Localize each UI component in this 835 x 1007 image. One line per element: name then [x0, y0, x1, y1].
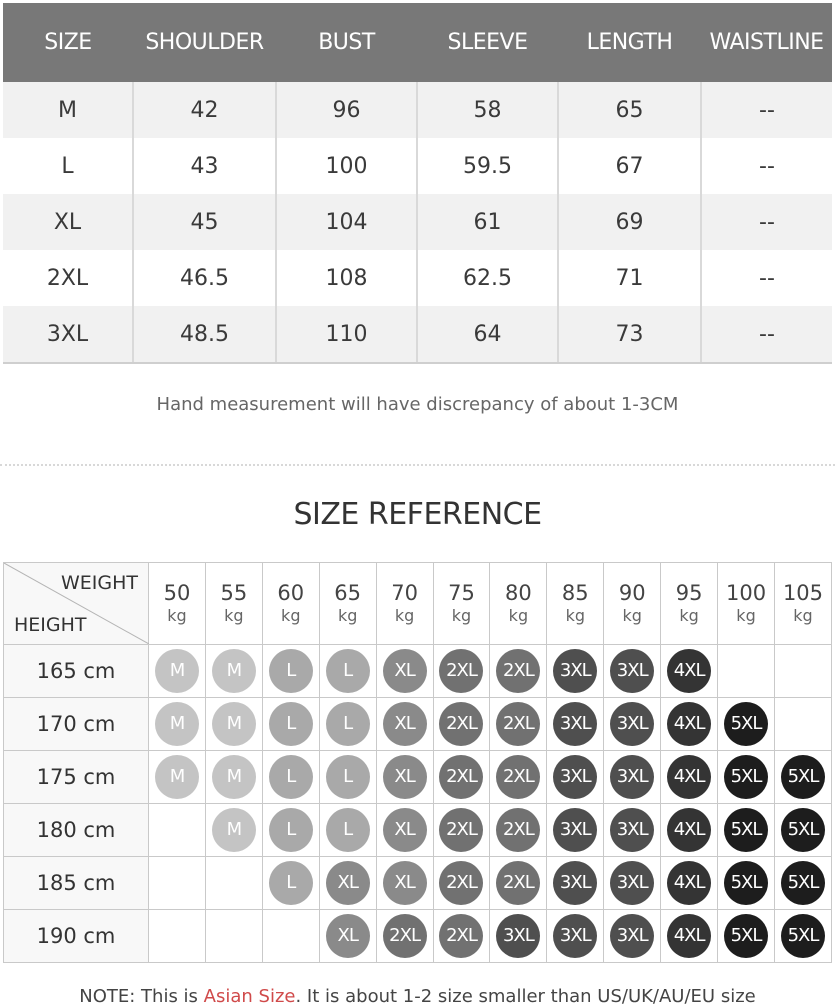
weight-header-cell: [547, 563, 604, 645]
corner-cell: [4, 563, 149, 645]
reference-row: [4, 698, 832, 751]
reference-title: SIZE REFERENCE: [293, 497, 542, 532]
size-badge: 4XL: [667, 755, 711, 799]
size-table-body: [3, 82, 832, 363]
size-table-row: [3, 306, 832, 363]
size-badge: L: [326, 808, 370, 852]
measurement-cell: 96: [276, 82, 417, 138]
size-grid-cell: [774, 910, 831, 963]
size-table-header: [3, 3, 832, 82]
weight-value: 55: [220, 580, 248, 605]
size-badge: 2XL: [439, 649, 483, 693]
reference-row: [4, 804, 832, 857]
size-grid-cell: [774, 751, 831, 804]
size-grid-cell: [149, 857, 206, 910]
size-grid-cell: [661, 804, 718, 857]
reference-body: [4, 645, 832, 963]
weight-header-cell: [149, 563, 206, 645]
measurement-cell: --: [701, 82, 832, 138]
size-badge: 3XL: [610, 808, 654, 852]
size-table-row: [3, 250, 832, 306]
size-grid-cell: [661, 645, 718, 698]
reference-row: [4, 857, 832, 910]
size-grid-cell: [774, 645, 831, 698]
size-grid-cell: [718, 910, 775, 963]
height-cell: 170 cm: [4, 698, 149, 751]
weight-unit: kg: [565, 605, 585, 625]
weight-unit: kg: [394, 605, 415, 625]
weight-header-cell: [774, 563, 831, 645]
size-grid-cell: [718, 698, 775, 751]
size-grid-cell: [547, 857, 604, 910]
reference-row: [4, 910, 832, 963]
measurement-cell: 42: [133, 82, 276, 138]
weight-unit: kg: [337, 605, 358, 625]
size-label-cell: M: [3, 82, 133, 138]
size-badge: 3XL: [610, 914, 654, 958]
weight-header-cell: [490, 563, 547, 645]
weight-unit: kg: [451, 605, 472, 625]
size-grid-cell: [319, 751, 376, 804]
size-label-cell: L: [3, 138, 133, 194]
weight-value: 70: [391, 580, 418, 605]
size-grid-cell: [319, 645, 376, 698]
size-grid-cell: [205, 910, 262, 963]
size-table-header-cell: SIZE: [3, 3, 133, 82]
size-label-cell: XL: [3, 194, 133, 250]
size-grid-cell: [433, 857, 490, 910]
size-badge: 2XL: [496, 861, 540, 905]
size-grid-cell: [262, 804, 319, 857]
size-badge: 3XL: [553, 808, 597, 852]
size-grid-cell: [319, 804, 376, 857]
size-badge: XL: [326, 861, 370, 905]
size-grid-cell: [262, 910, 319, 963]
size-grid-cell: [376, 910, 433, 963]
size-grid-cell: [149, 645, 206, 698]
size-grid-cell: [604, 857, 661, 910]
measurement-cell: --: [701, 306, 832, 363]
size-grid-cell: [262, 698, 319, 751]
size-badge: M: [212, 702, 256, 746]
size-grid-cell: [376, 698, 433, 751]
size-badge: 2XL: [439, 808, 483, 852]
size-badge: M: [212, 755, 256, 799]
size-grid-cell: [604, 910, 661, 963]
size-badge: L: [269, 649, 313, 693]
measurement-cell: --: [701, 138, 832, 194]
size-table-header-cell: BUST: [276, 3, 417, 82]
weight-header-row: [4, 563, 832, 645]
size-badge: 3XL: [610, 649, 654, 693]
weight-header-cell: [205, 563, 262, 645]
size-grid-cell: [547, 804, 604, 857]
size-badge: L: [269, 861, 313, 905]
size-grid-cell: [490, 804, 547, 857]
size-table-header-cell: SLEEVE: [417, 3, 558, 82]
measurement-cell: 62.5: [417, 250, 558, 306]
measurement-cell: 46.5: [133, 250, 276, 306]
footer-note-highlight: Asian Size: [203, 986, 296, 1007]
size-grid-cell: [433, 910, 490, 963]
size-badge: 2XL: [496, 702, 540, 746]
size-reference-table: [3, 562, 832, 963]
size-badge: 2XL: [439, 702, 483, 746]
size-badge: 3XL: [553, 702, 597, 746]
size-grid-cell: [718, 645, 775, 698]
size-table-row: [3, 194, 832, 250]
size-badge: 3XL: [610, 861, 654, 905]
size-table-row: [3, 82, 832, 138]
size-table-header-cell: SHOULDER: [133, 3, 276, 82]
size-grid-cell: [149, 751, 206, 804]
size-badge: 3XL: [553, 755, 597, 799]
measurement-cell: 59.5: [417, 138, 558, 194]
size-grid-cell: [547, 751, 604, 804]
height-cell: 175 cm: [4, 751, 149, 804]
weight-value: 105: [782, 580, 824, 605]
size-grid-cell: [149, 804, 206, 857]
size-grid-cell: [774, 857, 831, 910]
weight-axis-label: WEIGHT: [60, 572, 138, 594]
height-cell: 190 cm: [4, 910, 149, 963]
size-badge: 3XL: [610, 755, 654, 799]
size-label-cell: 2XL: [3, 250, 133, 306]
size-badge: 2XL: [496, 755, 540, 799]
measurement-cell: 73: [558, 306, 701, 363]
size-badge: 5XL: [781, 914, 825, 958]
weight-header-cell: [319, 563, 376, 645]
measurement-cell: 64: [417, 306, 558, 363]
size-badge: 3XL: [553, 861, 597, 905]
weight-header-cell: [604, 563, 661, 645]
size-grid-cell: [205, 645, 262, 698]
size-grid-cell: [319, 910, 376, 963]
size-grid-cell: [661, 751, 718, 804]
size-grid-cell: [774, 698, 831, 751]
size-badge: 2XL: [439, 914, 483, 958]
size-grid-cell: [604, 698, 661, 751]
size-grid-cell: [376, 751, 433, 804]
size-grid-cell: [262, 857, 319, 910]
size-badge: L: [326, 649, 370, 693]
weight-unit: kg: [793, 605, 813, 625]
weight-unit: kg: [281, 605, 301, 625]
size-badge: XL: [383, 861, 427, 905]
size-grid-cell: [376, 645, 433, 698]
size-badge: XL: [383, 808, 427, 852]
size-grid-cell: [718, 857, 775, 910]
size-badge: L: [269, 755, 313, 799]
size-badge: 2XL: [496, 808, 540, 852]
size-badge: 4XL: [667, 914, 711, 958]
size-grid-cell: [661, 698, 718, 751]
weight-value: 60: [277, 580, 305, 605]
size-grid-cell: [205, 857, 262, 910]
size-grid-cell: [149, 698, 206, 751]
weight-value: 80: [505, 580, 532, 605]
size-badge: 3XL: [553, 649, 597, 693]
size-badge: 5XL: [724, 808, 768, 852]
size-badge: 4XL: [667, 702, 711, 746]
height-cell: 185 cm: [4, 857, 149, 910]
size-badge: XL: [326, 914, 370, 958]
size-badge: 3XL: [496, 914, 540, 958]
weight-header-cell: [433, 563, 490, 645]
size-grid-cell: [433, 698, 490, 751]
footer-note: [0, 986, 835, 1007]
measurement-cell: 61: [417, 194, 558, 250]
weight-unit: kg: [508, 605, 529, 625]
size-grid-cell: [376, 857, 433, 910]
size-badge: L: [326, 702, 370, 746]
size-grid-cell: [433, 645, 490, 698]
measurement-cell: 43: [133, 138, 276, 194]
size-grid-cell: [604, 804, 661, 857]
size-grid-cell: [205, 804, 262, 857]
size-grid-cell: [433, 751, 490, 804]
measurement-note: Hand measurement will have discrepancy of about 1-3CM: [156, 394, 679, 415]
footer-note-suffix: . It is about 1-2 size smaller than US/UK/AU/EU size: [295, 986, 756, 1007]
size-grid-cell: [547, 645, 604, 698]
size-badge: 4XL: [667, 808, 711, 852]
size-badge: 5XL: [781, 755, 825, 799]
weight-value: 90: [618, 580, 646, 605]
size-table-header-cell: LENGTH: [558, 3, 701, 82]
size-grid-cell: [262, 645, 319, 698]
weight-value: 85: [561, 580, 589, 605]
measurement-cell: 58: [417, 82, 558, 138]
size-badge: 2XL: [383, 914, 427, 958]
size-grid-cell: [319, 698, 376, 751]
measurement-cell: 67: [558, 138, 701, 194]
weight-header-cell: [376, 563, 433, 645]
size-grid-cell: [547, 698, 604, 751]
size-badge: 5XL: [781, 808, 825, 852]
measurement-cell: 71: [558, 250, 701, 306]
size-grid-cell: [661, 857, 718, 910]
size-grid-cell: [718, 804, 775, 857]
size-grid-cell: [433, 804, 490, 857]
size-badge: M: [155, 649, 199, 693]
size-badge: 4XL: [667, 861, 711, 905]
size-grid-cell: [205, 698, 262, 751]
weight-unit: kg: [736, 605, 756, 625]
measurement-cell: --: [701, 250, 832, 306]
measurement-cell: 100: [276, 138, 417, 194]
size-grid-cell: [149, 910, 206, 963]
reference-row: [4, 645, 832, 698]
divider: [0, 464, 835, 466]
measurement-cell: 65: [558, 82, 701, 138]
size-grid-cell: [661, 910, 718, 963]
size-badge: 5XL: [781, 861, 825, 905]
measurement-cell: 110: [276, 306, 417, 363]
measurement-cell: --: [701, 194, 832, 250]
weight-value: 100: [725, 580, 767, 605]
size-badge: M: [155, 755, 199, 799]
size-grid-cell: [490, 910, 547, 963]
size-badge: L: [269, 808, 313, 852]
size-grid-cell: [718, 751, 775, 804]
size-grid-cell: [490, 857, 547, 910]
size-badge: L: [326, 755, 370, 799]
weight-value: 50: [163, 580, 191, 605]
size-badge: 4XL: [667, 649, 711, 693]
size-grid-cell: [490, 645, 547, 698]
size-grid-cell: [205, 751, 262, 804]
measurement-cell: 45: [133, 194, 276, 250]
size-badge: 5XL: [724, 755, 768, 799]
height-axis-label: HEIGHT: [14, 614, 87, 636]
size-badge: 3XL: [610, 702, 654, 746]
size-label-cell: 3XL: [3, 306, 133, 363]
size-badge: 2XL: [439, 755, 483, 799]
size-table-row: [3, 138, 832, 194]
size-grid-cell: [547, 910, 604, 963]
size-grid-cell: [376, 804, 433, 857]
reference-row: [4, 751, 832, 804]
size-grid-cell: [490, 751, 547, 804]
size-table: [3, 3, 832, 364]
size-grid-cell: [604, 751, 661, 804]
weight-unit: kg: [622, 605, 642, 625]
size-badge: 2XL: [439, 861, 483, 905]
size-badge: L: [269, 702, 313, 746]
size-grid-cell: [490, 698, 547, 751]
measurement-cell: 69: [558, 194, 701, 250]
size-badge: M: [155, 702, 199, 746]
size-grid-cell: [604, 645, 661, 698]
size-badge: 5XL: [724, 914, 768, 958]
measurement-cell: 48.5: [133, 306, 276, 363]
weight-unit: kg: [679, 605, 699, 625]
size-grid-cell: [262, 751, 319, 804]
size-badge: 5XL: [724, 702, 768, 746]
footer-note-prefix: NOTE: This is: [79, 986, 204, 1007]
size-badge: XL: [383, 702, 427, 746]
weight-header-cell: [718, 563, 775, 645]
size-badge: M: [212, 649, 256, 693]
size-badge: XL: [383, 649, 427, 693]
measurement-cell: 104: [276, 194, 417, 250]
weight-unit: kg: [167, 605, 187, 625]
size-badge: 3XL: [553, 914, 597, 958]
weight-header-cell: [661, 563, 718, 645]
height-cell: 180 cm: [4, 804, 149, 857]
size-table-header-cell: WAISTLINE: [701, 3, 832, 82]
measurement-cell: 108: [276, 250, 417, 306]
weight-value: 65: [334, 580, 362, 605]
size-grid-cell: [774, 804, 831, 857]
height-cell: 165 cm: [4, 645, 149, 698]
size-badge: 5XL: [724, 861, 768, 905]
weight-unit: kg: [224, 605, 244, 625]
size-grid-cell: [319, 857, 376, 910]
weight-value: 95: [675, 580, 703, 605]
size-badge: 2XL: [496, 649, 540, 693]
size-badge: XL: [383, 755, 427, 799]
weight-value: 75: [448, 580, 475, 605]
size-badge: M: [212, 808, 256, 852]
weight-header-cell: [262, 563, 319, 645]
